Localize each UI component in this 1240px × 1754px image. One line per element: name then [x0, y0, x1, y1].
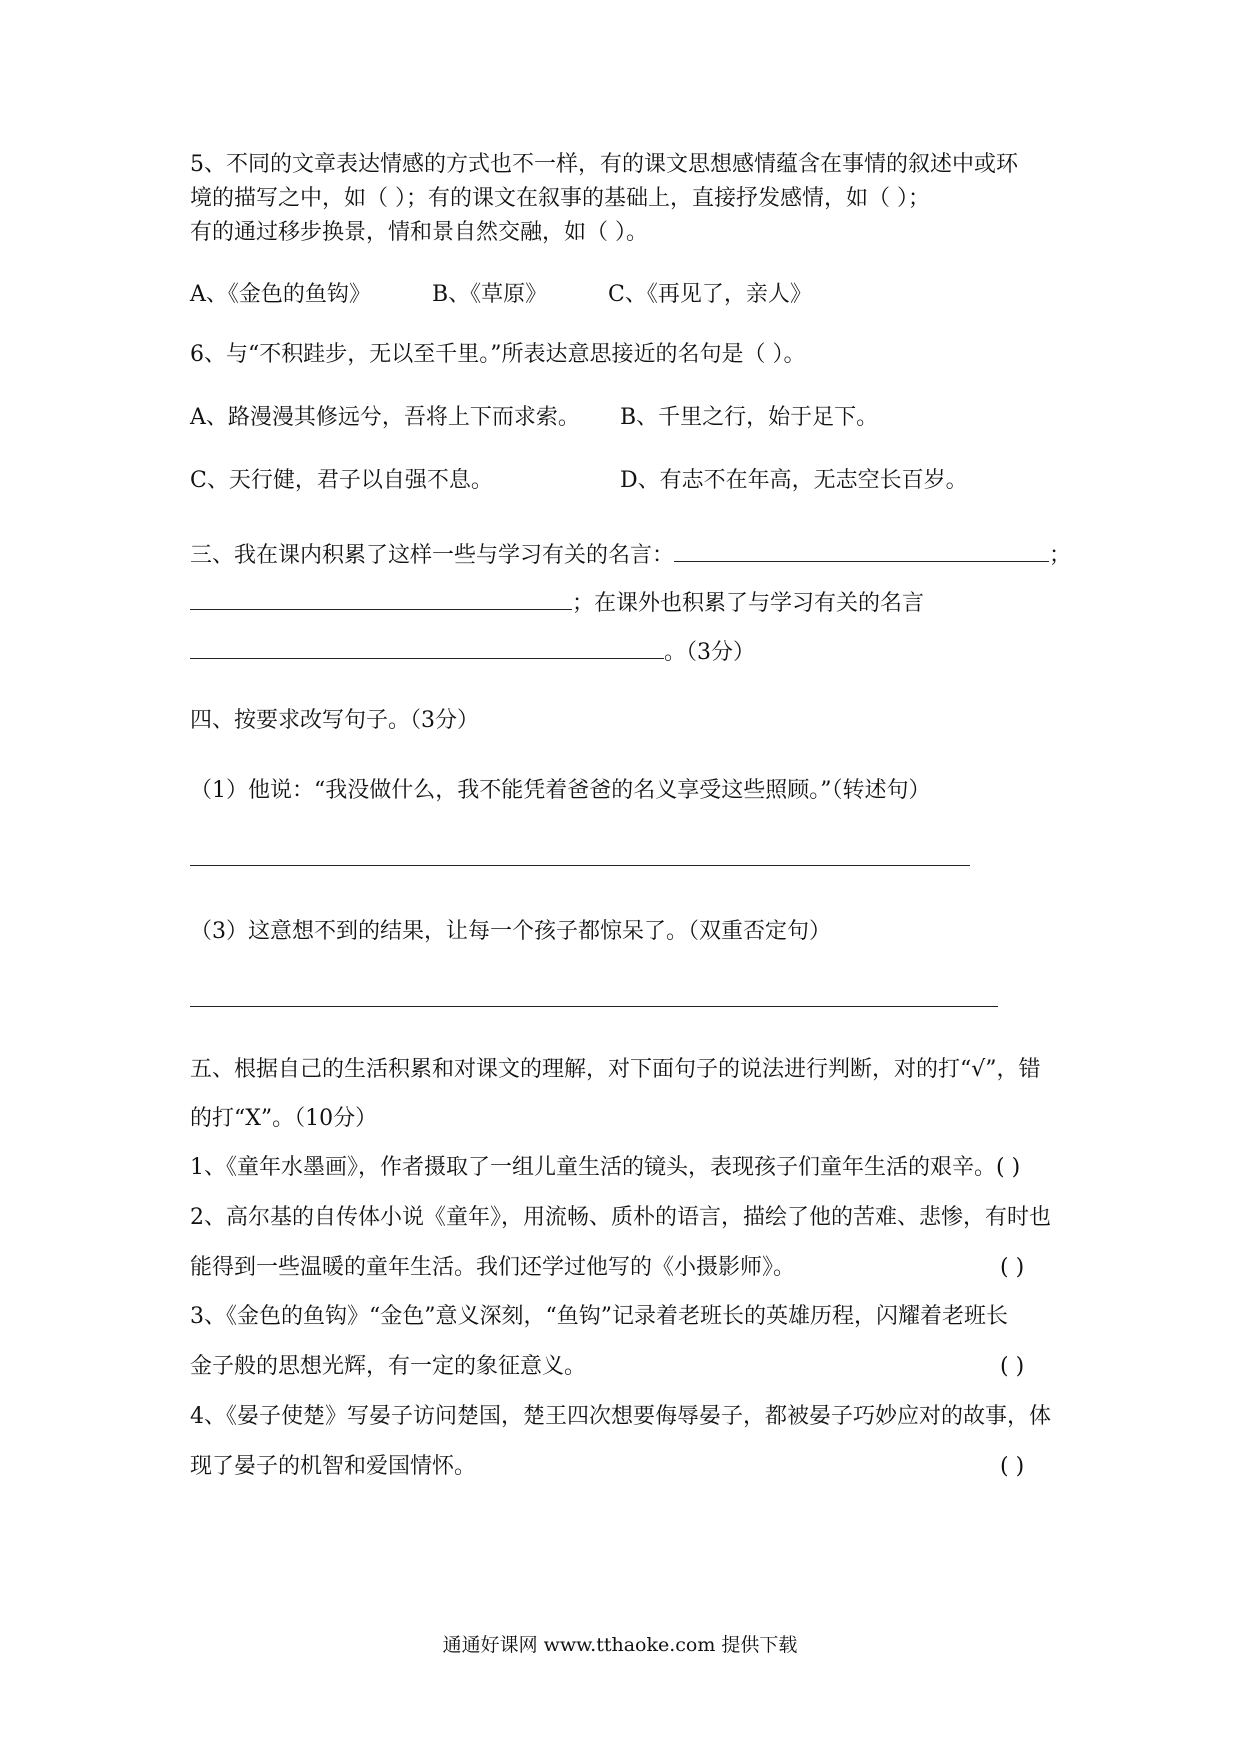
section5-item-4-line-1: 4、《晏子使楚》写晏子访问楚国，楚王四次想要侮辱晏子，都被晏子巧妙应对的故事，体: [190, 1404, 1052, 1429]
q6-option-c: C、天行健，君子以自强不息。: [190, 468, 493, 493]
q5-options: [190, 280, 812, 310]
section5-item-2-line-1: 2、高尔基的自传体小说《童年》，用流畅、质朴的语言，描绘了他的苦难、悲惨，有时也: [190, 1205, 1052, 1230]
section5-item-3-line-2: 金子般的思想光辉，有一定的象征意义。: [190, 1354, 587, 1379]
section4-answer-line-3[interactable]: [190, 1006, 998, 1007]
section5-item-1: 1、《童年水墨画》，作者摄取了一组儿童生活的镜头，表现孩子们童年生活的艰辛。( ): [190, 1155, 1021, 1180]
section3-blank-1[interactable]: [674, 539, 1049, 562]
q5-option-a: A、《金色的鱼钩》: [190, 282, 371, 307]
section3-blank-2[interactable]: [190, 587, 572, 610]
section4-item-1: （1）他说：“我没做什么，我不能凭着爸爸的名义享受这些照顾。”（转述句）: [190, 778, 931, 803]
section3-middle-text: ；在课外也积累了与学习有关的名言: [572, 591, 925, 616]
section5-item-4-answer[interactable]: ( ): [1000, 1454, 1025, 1479]
section3-semicolon: ；: [1049, 543, 1072, 568]
q6-option-a: A、路漫漫其修远兮，吾将上下而求索。: [190, 405, 580, 430]
q6-options-row-1: [190, 403, 878, 433]
section3-line-2: [190, 587, 924, 619]
section4-title: 四、按要求改写句子。（3分）: [190, 708, 479, 733]
q6-option-b: B、千里之行，始于足下。: [620, 405, 879, 430]
section3-end-text: 。（3分）: [664, 640, 755, 665]
section3-prompt: 三、我在课内积累了这样一些与学习有关的名言：: [190, 543, 675, 568]
section5-item-3-answer[interactable]: ( ): [1000, 1354, 1025, 1379]
q5-line-2: 境的描写之中，如（ ）；有的课文在叙事的基础上，直接抒发感情，如（ ）；: [190, 186, 930, 211]
q5-option-c: C、《再见了，亲人》: [608, 282, 812, 307]
q6-stem: 6、与“不积跬步，无以至千里。”所表达意思接近的名句是（ ）。: [190, 342, 806, 367]
section5-title-line-1: 五、根据自己的生活积累和对课文的理解，对下面句子的说法进行判断，对的打“√”，错: [190, 1057, 1041, 1082]
q5-line-1: 5、不同的文章表达情感的方式也不一样，有的课文思想感情蕴含在事情的叙述中或环: [190, 152, 1018, 177]
section5-item-4-line-2: 现了晏子的机智和爱国情怀。: [190, 1454, 477, 1479]
section4-answer-line-1[interactable]: [190, 865, 970, 866]
q6-options-row-2: [190, 466, 968, 496]
section5-item-3-line-1: 3、《金色的鱼钩》“金色”意义深刻，“鱼钩”记录着老班长的英雄历程，闪耀着老班长: [190, 1304, 1008, 1329]
section5-item-2-answer[interactable]: ( ): [1000, 1255, 1025, 1280]
q5-line-3: 有的通过移步换景，情和景自然交融，如（ ）。: [190, 220, 648, 245]
page-footer: 通通好课网 www.tthaoke.com 提供下载: [442, 1634, 798, 1656]
section5-title-line-2: 的打“X”。（10分）: [190, 1106, 378, 1131]
section3-line-1: [190, 539, 1071, 571]
q5-option-b: B、《草原》: [432, 282, 548, 307]
section5-item-2-line-2: 能得到一些温暖的童年生活。我们还学过他写的《小摄影师》。: [190, 1255, 796, 1280]
section4-item-3: （3）这意想不到的结果，让每一个孩子都惊呆了。（双重否定句）: [190, 919, 831, 944]
q6-option-d: D、有志不在年高，无志空长百岁。: [620, 468, 968, 493]
section3-blank-3[interactable]: [190, 636, 664, 659]
section3-line-3: [190, 636, 755, 668]
